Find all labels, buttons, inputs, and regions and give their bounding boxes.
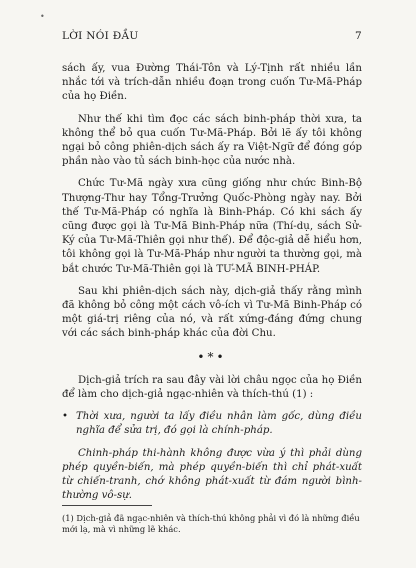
quote-1 [62, 410, 362, 438]
quote-1-text: Thời xưa, người ta lấy điều nhân làm gốc, dùng điều nghĩa để sửa trị, đó gọi là chính-pháp. [76, 411, 362, 437]
paragraph-4: Sau khi phiên-dịch sách này, dịch-giả thấy rằng mình đã không bỏ công một cách vô-ích vì Tư-Mã Binh-Pháp có một giá-trị riêng của nó, và rất xứng-đáng đứng chung với các sách binh-pháp khác của đời Chu. [62, 285, 362, 340]
paragraph-1: sách ấy, vua Đường Thái-Tôn và Lý-Tịnh rất nhiều lần nhắc tới và trích-dẫn nhiều đoạn trong cuốn Tư-Mã-Pháp của họ Điền. [62, 63, 362, 103]
footnote: (1) Dịch-giả đã ngạc-nhiên và thích-thú không phải vì đó là những điều mới lạ, mà vì những lẽ khác. [62, 513, 360, 534]
section-divider: •*• [197, 349, 227, 364]
paragraph-3: Chức Tư-Mã ngày xưa cũng giống như chức Binh-Bộ Thượng-Thư hay Tổng-Trưởng Quốc-Phòng ngày nay. Bởi thế Tư-Mã-Pháp có nghĩa là Binh-Pháp. Có khi sách ấy cũng được gọi là Tư-Mã Binh-Pháp nữa (Thí-dụ, sách Sử-Ký của Tư-Mã-Thiên gọi như thế). Để độc-giả dễ hiểu hơn, tôi không gọi là Tư-Mã-Pháp như người ta thường gọi, mà bắt chước Tư-Mã-Thiên gọi là TƯ-MÃ BINH-PHÁP. [62, 178, 362, 275]
page-body [62, 62, 362, 511]
corner-mark: • [40, 12, 45, 21]
quotes-intro: Dịch-giả trích ra sau đây vài lời châu ngọc của họ Điền để làm cho dịch-giả ngạc-nhiên và thích-thú (1) : [62, 374, 362, 401]
quote-2: Chinh-pháp thi-hành không được vừa ý thì phải dùng phép quyền-biến, mà phép quyền-biến thì chỉ phát-xuất từ chiến-tranh, chớ không phát-xuất từ đám người bình-thường vô-sự. [62, 447, 362, 502]
footnote-rule [62, 505, 152, 506]
page-number: 7 [355, 30, 362, 42]
paragraph-2: Như thế khi tìm đọc các sách binh-pháp thời xưa, ta không thể bỏ qua cuốn Tư-Mã-Pháp. Bởi lẽ ấy tôi không ngại bỏ công phiên-dịch sách ấy ra Việt-Ngữ để đóng góp phần nào vào tủ sách binh-học của nước nhà. [62, 113, 362, 168]
header-title: LỜI NÓI ĐẦU [62, 30, 139, 42]
bullet-mark: • [62, 411, 69, 423]
